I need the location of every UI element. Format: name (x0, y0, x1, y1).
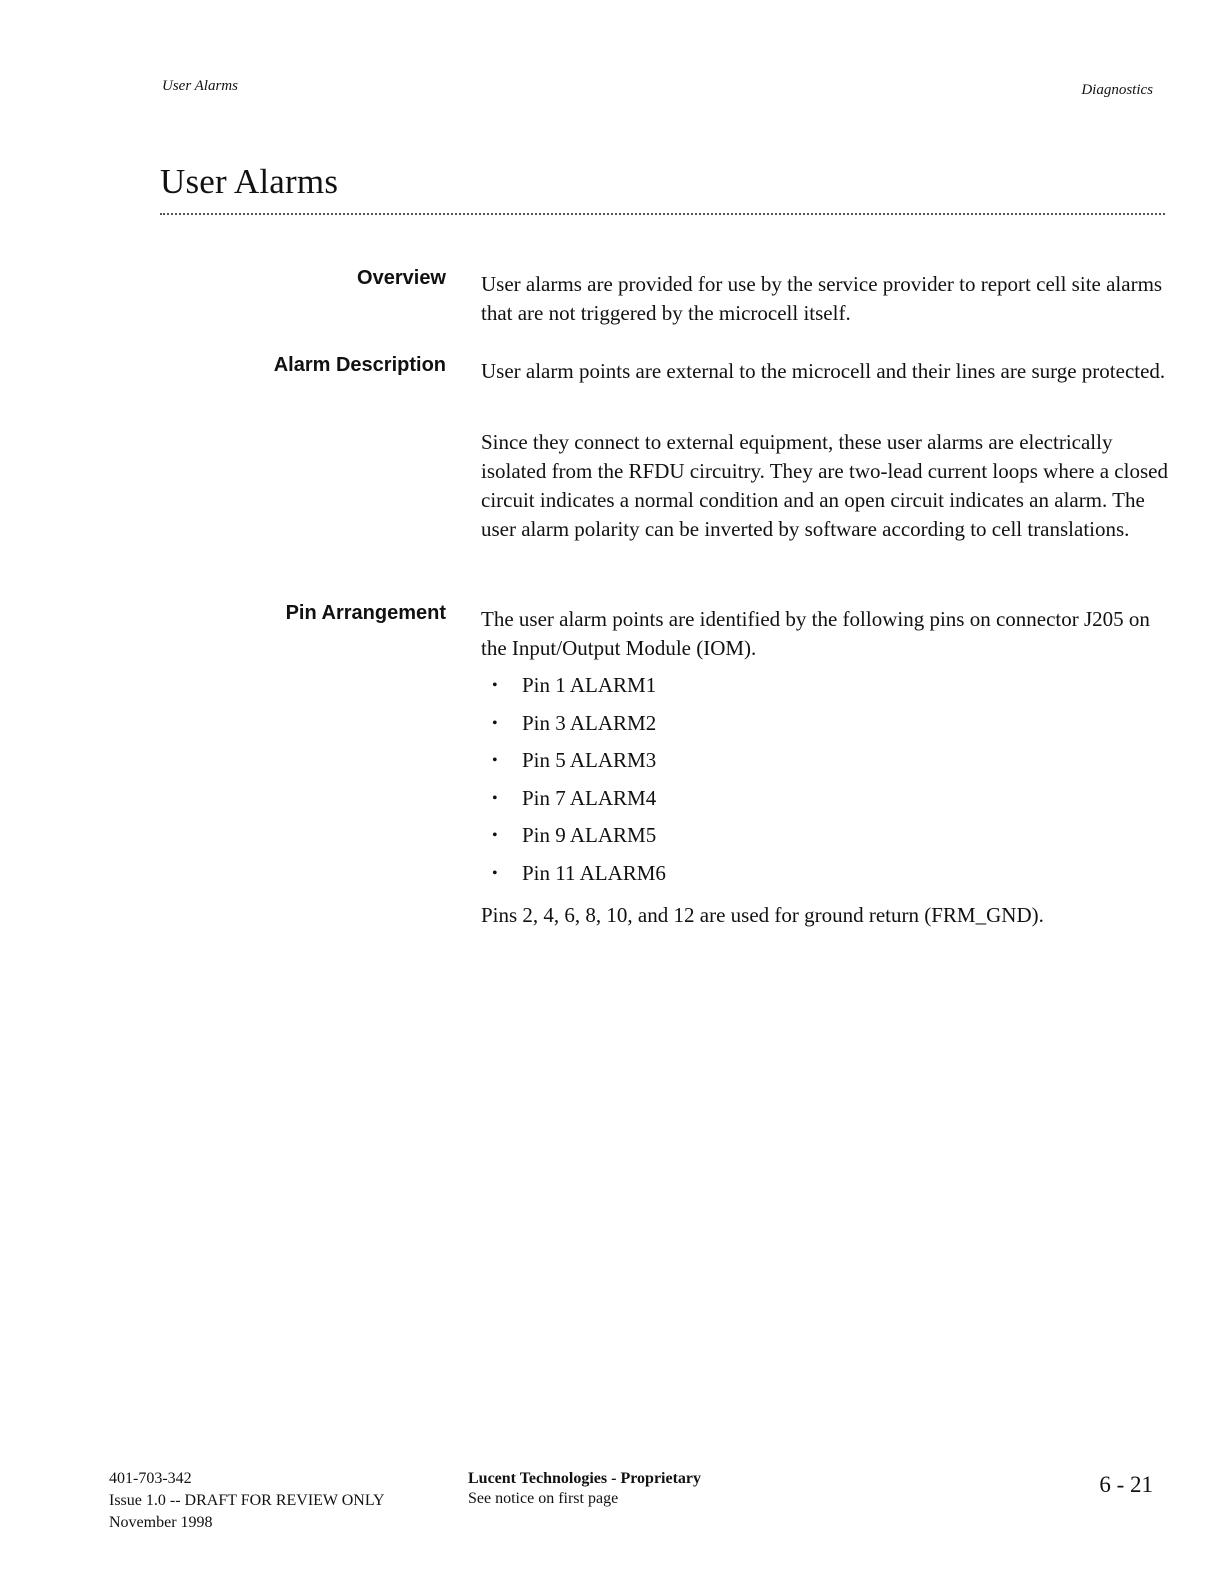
list-item (481, 742, 666, 780)
list-item (481, 780, 666, 818)
running-header-left: User Alarms (162, 78, 238, 94)
issue-line: Issue 1.0 -- DRAFT FOR REVIEW ONLY (109, 1492, 385, 1509)
bullet-icon: • (492, 789, 498, 807)
bullet-icon: • (492, 714, 498, 732)
closing-paragraph: Pins 2, 4, 6, 8, 10, and 12 are used for ground return (FRM_GND). (481, 903, 1044, 927)
list-item-text: Pin 9 ALARM5 (522, 823, 657, 848)
list-item-text: Pin 11 ALARM6 (522, 860, 666, 885)
alarm-description-paragraph: Since they connect to external equipment, these user alarms are electrically isolated from the RFDU circuitry. They are two-lead current loops where a closed circuit indicates a normal condition and an open circuit indicates an alarm. The user alarm polarity can be inverted by software according to cell translations. (481, 430, 1168, 541)
alarm-description-body-2 (481, 428, 1171, 544)
pin-arrangement-closing (481, 901, 1171, 930)
list-item (481, 855, 666, 893)
issue-date: November 1998 (109, 1514, 213, 1531)
pin-arrangement-heading: Pin Arrangement (285, 602, 446, 624)
running-header-right: Diagnostics (1081, 82, 1153, 98)
list-item-text: Pin 7 ALARM4 (522, 785, 657, 810)
footer-proprietary-notice (468, 1469, 701, 1509)
footer-document-info (109, 1468, 385, 1534)
bullet-icon: • (492, 864, 498, 882)
title-divider (160, 213, 1165, 215)
bullet-icon: • (492, 677, 498, 694)
notice-reference: See notice on first page (468, 1490, 619, 1507)
overview-heading: Overview (357, 267, 446, 289)
pin-arrangement-intro (481, 605, 1171, 663)
list-item-text: Pin 3 ALARM2 (522, 710, 657, 735)
pin-list (481, 667, 666, 893)
list-item (481, 817, 666, 855)
bullet-icon: • (492, 827, 498, 845)
company-notice: Lucent Technologies - Proprietary (468, 1470, 702, 1487)
list-item (481, 667, 666, 705)
overview-paragraph: User alarms are provided for use by the service provider to report cell site alarms that are not triggered by the microcell itself. (481, 272, 1163, 325)
list-item (481, 705, 666, 743)
page-number: 6 - 21 (1099, 1472, 1153, 1497)
page-title: User Alarms (160, 162, 339, 201)
alarm-description-paragraph: User alarm points are external to the microcell and their lines are surge protected. (481, 359, 1166, 383)
list-item-text: Pin 5 ALARM3 (522, 748, 657, 773)
list-item-text: Pin 1 ALARM1 (522, 673, 657, 697)
alarm-description-heading: Alarm Description (273, 354, 446, 376)
alarm-description-body (481, 357, 1171, 386)
overview-body (481, 270, 1171, 328)
bullet-icon: • (492, 752, 498, 770)
pin-arrangement-paragraph: The user alarm points are identified by the following pins on connector J205 on the Input/Output Module (IOM). (481, 607, 1150, 660)
document-number: 401-703-342 (109, 1470, 192, 1487)
